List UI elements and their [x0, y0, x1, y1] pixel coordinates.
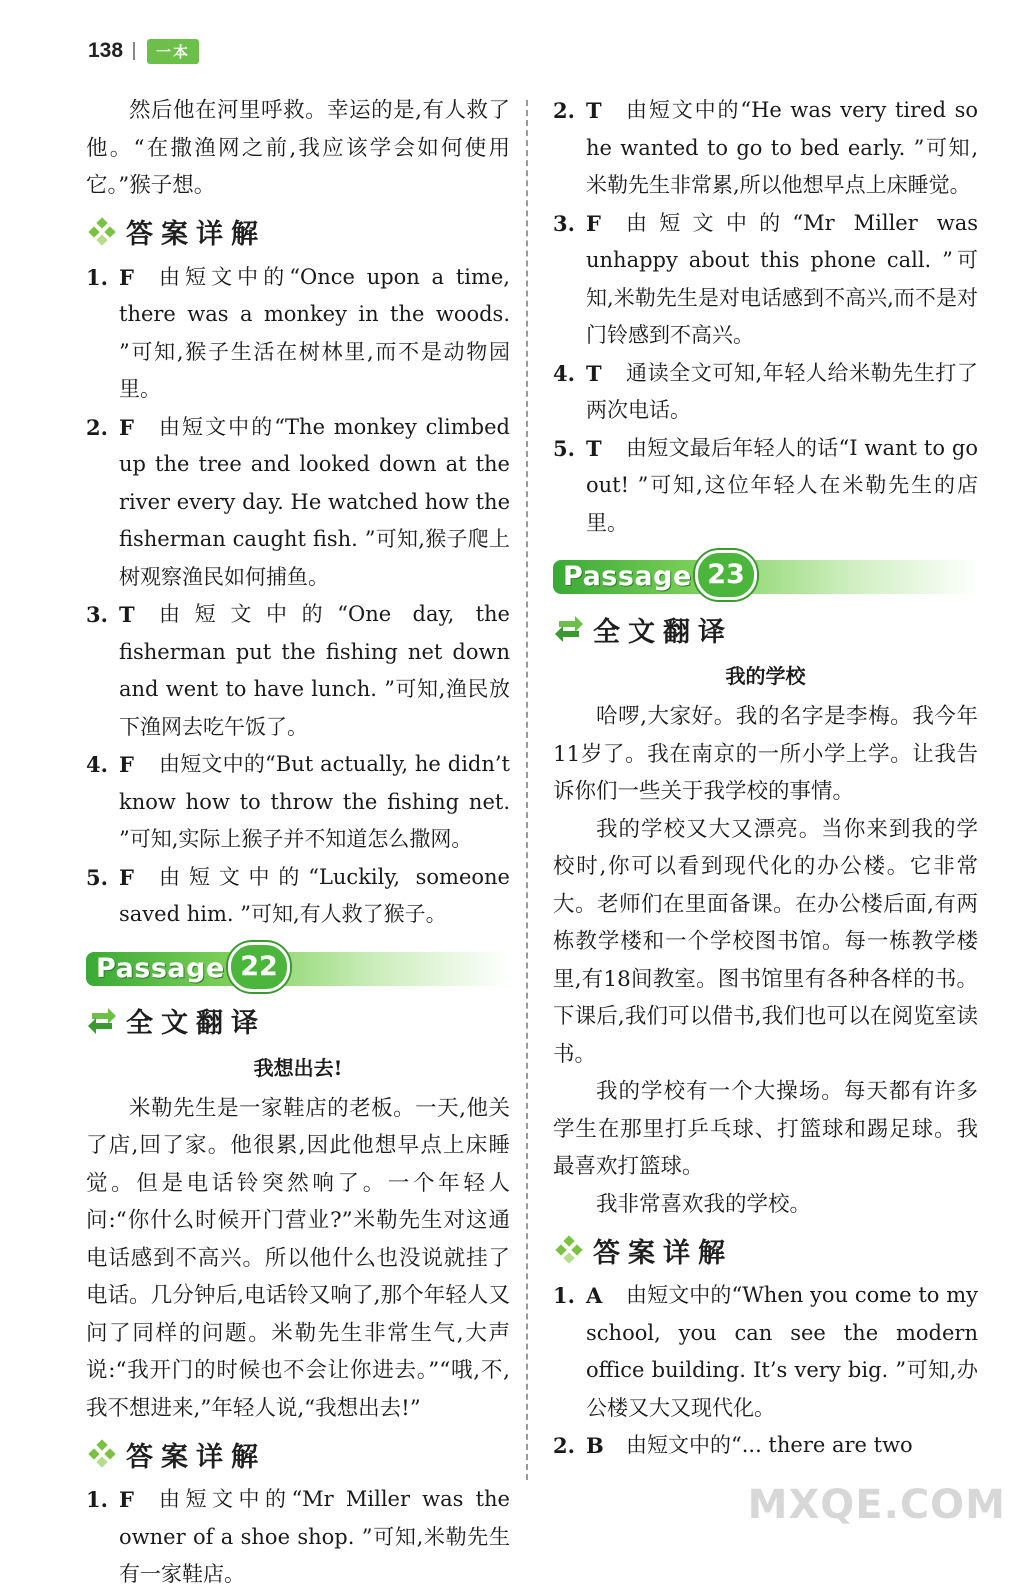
- answer-item: [86, 1481, 510, 1594]
- diamond-cluster-icon: [553, 1234, 585, 1266]
- answer-text: 由短文中的“But actually, he didn’t know how to throw the fishing net. ”可知,实际上猴子并不知道怎么撒网。: [119, 752, 510, 851]
- story-paragraph: 我的学校有一个大操场。每天都有许多学生在那里打乒乓球、打篮球和踢足球。我最喜欢打篮球。: [553, 1079, 978, 1179]
- right-column: [553, 92, 978, 1465]
- answer-key: F: [119, 414, 134, 440]
- translation-heading-text: 全文翻译: [126, 1008, 266, 1039]
- story-paragraph: 我非常喜欢我的学校。: [596, 1191, 812, 1217]
- answer-number: 1.: [86, 264, 108, 290]
- answer-key: T: [586, 98, 602, 123]
- answer-number: 2.: [553, 1433, 575, 1458]
- answer-key: F: [119, 1487, 134, 1512]
- translation-heading: [86, 996, 510, 1046]
- answers-heading-text: 答案详解: [126, 219, 266, 250]
- answer-key: T: [586, 435, 602, 461]
- answer-number: 5.: [553, 435, 575, 461]
- answer-item: [86, 409, 510, 597]
- passage-label: Passage: [96, 952, 225, 984]
- answer-text: 由短文中的“Once upon a time, there was a monkey in the woods. ”可知,猴子生活在树林里,而不是动物园里。: [119, 264, 510, 401]
- page-header: [88, 36, 199, 66]
- passage-label: Passage: [563, 561, 692, 592]
- answer-text: 由短文中的“He was very tired so he wanted to go to bed early. ”可知,米勒先生非常累,所以他想早点上床睡觉。: [586, 98, 978, 197]
- passage-23-banner: [553, 550, 978, 600]
- answer-item: [553, 92, 978, 205]
- answer-item: [86, 596, 510, 746]
- answer-number: 4.: [553, 360, 575, 386]
- answer-number: 2.: [553, 98, 575, 123]
- story-paragraph: 米勒先生是一家鞋店的老板。一天,他关了店,回了家。他很累,因此他想早点上床睡觉。但是电话铃突然响了。一个年轻人问:“你什么时候开门营业?”米勒先生对这通电话感到不高兴。所以他什么也没说就挂了电话。几分钟后,电话铃又响了,那个年轻人又问了同样的问题。米勒先生非常生气,大声说:“我开门的时候也不会让你进去。”“哦,不,我不想进来,”年轻人说,“我想出去!”: [86, 1095, 510, 1421]
- answer-key: T: [119, 602, 135, 627]
- answer-key: T: [586, 360, 602, 386]
- answer-text: 由短文中的“Mr Miller was the owner of a shoe shop. ”可知,米勒先生有一家鞋店。: [119, 1487, 510, 1586]
- passage-number: 22: [228, 942, 290, 992]
- header-separator: [133, 42, 135, 60]
- answer-item: [86, 259, 510, 409]
- story-title: 我想出去!: [253, 1055, 343, 1080]
- passage-number: 23: [695, 550, 757, 600]
- answer-number: 3.: [553, 210, 575, 236]
- translation-heading: [553, 604, 978, 654]
- answer-text: 由短文中的“When you come to my school, you can see the modern office building. It’s very big. ”可知,办公楼又大又现代化。: [586, 1283, 978, 1420]
- answer-item: [553, 430, 978, 543]
- answer-item: [553, 205, 978, 355]
- column-divider: [526, 100, 528, 1480]
- answer-text: 由短文中的“One day, the fisherman put the fishing net down and went to have lunch. ”可知,渔民放下渔网去吃午饭了。: [119, 602, 510, 739]
- story-paragraph: 我的学校又大又漂亮。当你来到我的学校时,你可以看到现代化的办公楼。它非常大。老师们在里面备课。在办公楼后面,有两栋教学楼和一个学校图书馆。每一栋教学楼里,有18间教室。图书馆里有各种各样的书。下课后,我们可以借书,我们也可以在阅览室读书。: [553, 816, 978, 1067]
- answer-item: [553, 355, 978, 430]
- left-column: [86, 92, 510, 1594]
- answer-text: 由短文中的“Luckily, someone saved him. ”可知,有人救了猴子。: [119, 864, 510, 926]
- answer-key: F: [586, 210, 601, 236]
- answer-text: 由短文中的“The monkey climbed up the tree and looked down at the river every day. He watched how the fisherman caught fish. ”可知,猴子爬上树观察渔民如何捕鱼。: [119, 414, 510, 589]
- page-number: 138: [88, 39, 124, 62]
- answer-item: [553, 1427, 978, 1465]
- answer-number: 1.: [553, 1283, 575, 1308]
- answers-heading: [553, 1225, 978, 1275]
- answer-item: [553, 1277, 978, 1427]
- answers-heading-text: 答案详解: [126, 1441, 266, 1473]
- story-paragraph: 哈啰,大家好。我的名字是李梅。我今年11岁了。我在南京的一所小学上学。让我告诉你们一些关于我学校的事情。: [553, 704, 978, 804]
- answer-number: 5.: [86, 864, 108, 890]
- answer-text: 由短文中的“Mr Miller was unhappy about this phone call. ”可知,米勒先生是对电话感到不高兴,而不是对门铃感到不高兴。: [586, 210, 978, 347]
- answer-item: [86, 859, 510, 934]
- translation-heading-text: 全文翻译: [593, 616, 733, 648]
- answer-key: F: [119, 264, 134, 290]
- answer-number: 1.: [86, 1487, 108, 1512]
- answer-text: 由短文中的“... there are two: [626, 1433, 913, 1457]
- answer-number: 3.: [86, 602, 108, 627]
- answers-heading-text: 答案详解: [593, 1237, 733, 1269]
- diamond-cluster-icon: [86, 216, 118, 248]
- answer-number: 2.: [86, 414, 108, 440]
- answer-item: [86, 746, 510, 859]
- story-continuation: 然后他在河里呼救。幸运的是,有人救了他。“在撒渔网之前,我应该学会如何使用它。”猴子想。: [86, 98, 510, 198]
- answer-key: B: [586, 1433, 604, 1458]
- brand-badge: 一本: [147, 39, 199, 64]
- swap-arrows-icon: [553, 613, 585, 645]
- diamond-cluster-icon: [86, 1438, 118, 1470]
- swap-arrows-icon: [86, 1005, 118, 1037]
- answer-key: A: [586, 1283, 603, 1308]
- story-title: 我的学校: [725, 664, 806, 688]
- answers-heading: [86, 207, 510, 257]
- answers-heading: [86, 1429, 510, 1479]
- answer-text: 由短文最后年轻人的话“I want to go out! ”可知,这位年轻人在米勒先生的店里。: [586, 435, 978, 535]
- passage-22-banner: [86, 942, 510, 992]
- answer-number: 4.: [86, 752, 108, 777]
- answer-key: F: [119, 864, 134, 890]
- answer-key: F: [119, 752, 134, 777]
- site-watermark: MXQE.COM: [747, 1482, 1006, 1528]
- answer-text: 通读全文可知,年轻人给米勒先生打了两次电话。: [586, 360, 978, 422]
